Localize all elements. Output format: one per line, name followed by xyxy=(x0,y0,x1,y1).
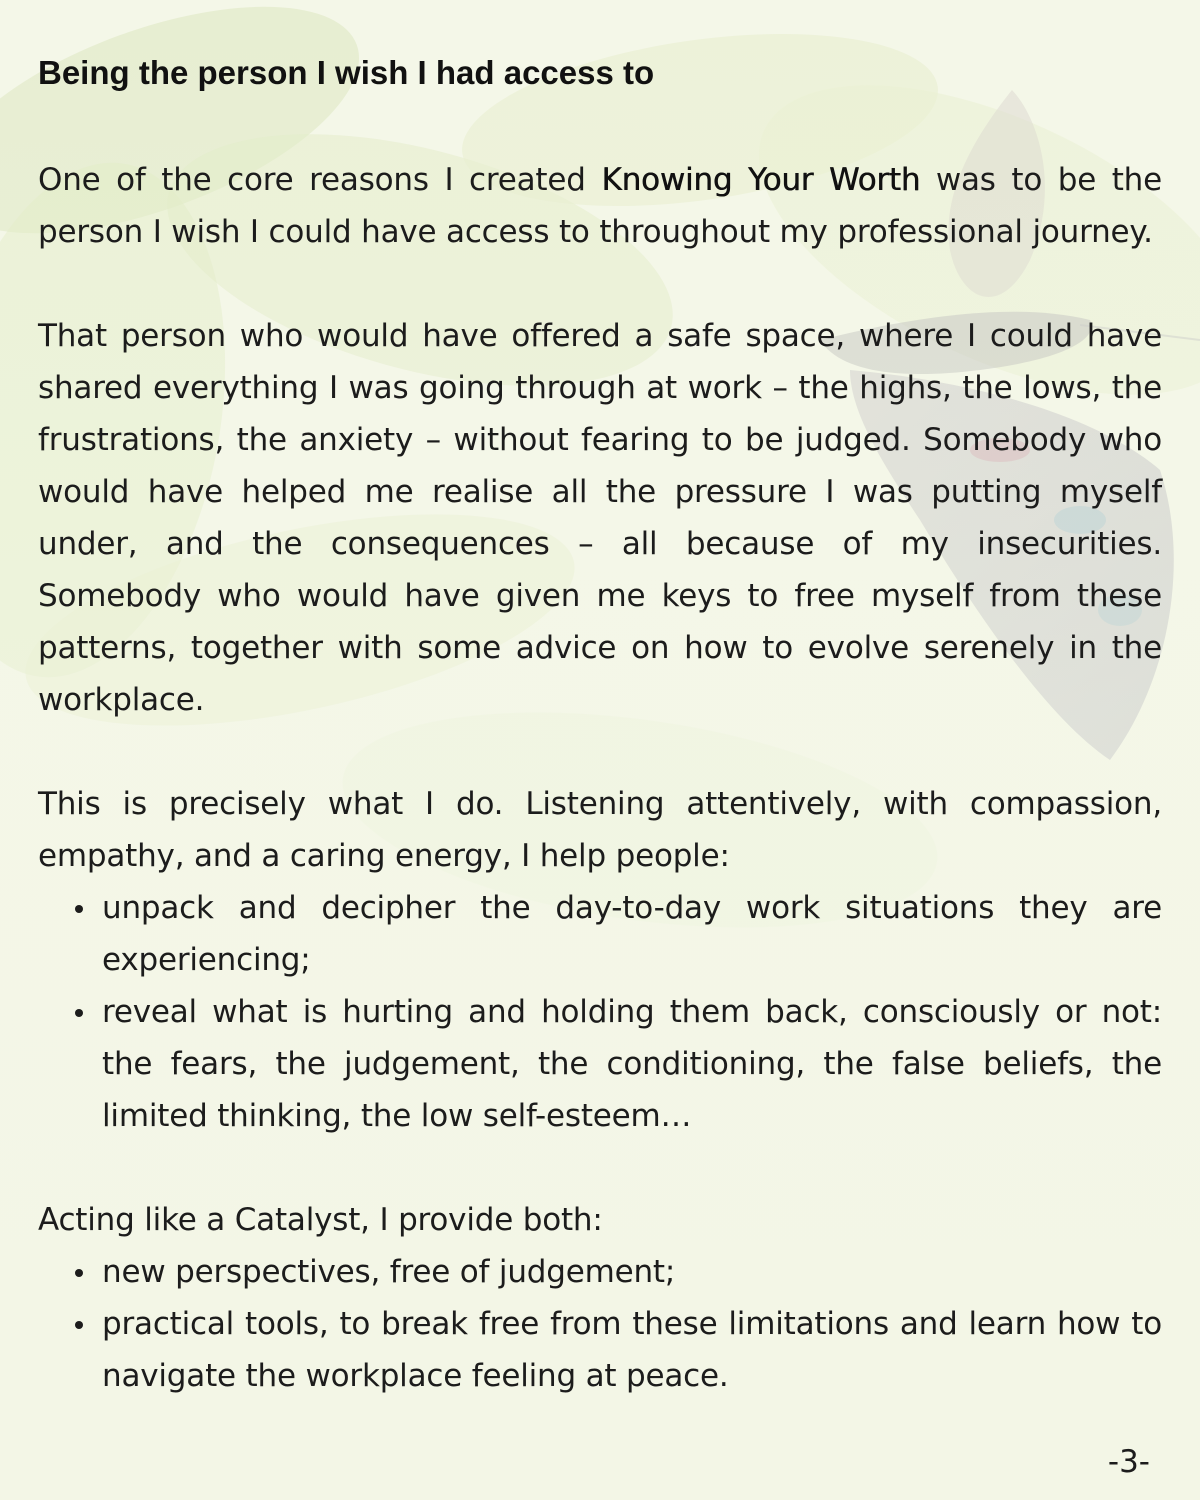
spacer xyxy=(38,102,1162,154)
paragraph-intro xyxy=(38,154,1162,258)
provide-list xyxy=(38,1246,1162,1402)
list-item: reveal what is hurting and holding them back, consciously or not: the fears, the judgement, the conditioning, the false beliefs, the limited thinking, the low self-esteem… xyxy=(102,986,1162,1142)
list-item: unpack and decipher the day-to-day work situations they are experiencing; xyxy=(102,882,1162,986)
paragraph-intro-end: was to be the person I wish I could have access to throughout my professional journey. xyxy=(38,162,1162,250)
section-heading: Being the person I wish I had access to xyxy=(38,54,655,91)
document-page xyxy=(38,44,1162,1402)
paragraph-intro-start: One of the core reasons I created xyxy=(38,162,602,198)
paragraph-catalyst: Acting like a Catalyst, I provide both: xyxy=(38,1202,603,1238)
paragraph-what-i-do: This is precisely what I do. Listening attentively, with compassion, empathy, and a caring energy, I help people: xyxy=(38,786,1162,874)
program-name: Knowing Your Worth xyxy=(601,162,921,198)
list-item: new perspectives, free of judgement; xyxy=(102,1246,1162,1298)
spacer xyxy=(38,1142,1162,1194)
spacer xyxy=(38,258,1162,310)
page-number: -3- xyxy=(1107,1444,1150,1480)
list-item: practical tools, to break free from these limitations and learn how to navigate the workplace feeling at peace. xyxy=(102,1298,1162,1402)
paragraph-safe-space: That person who would have offered a safe space, where I could have shared everything I was going through at work – the highs, the lows, the frustrations, the anxiety – without fearing to be judged. Somebody who would have helped me realise all the pressure I was putting myself under, and the consequences – all because of my insecurities. Somebody who would have given me keys to free myself from these patterns, together with some advice on how to evolve serenely in the workplace. xyxy=(38,318,1162,718)
spacer xyxy=(38,726,1162,778)
help-list xyxy=(38,882,1162,1142)
